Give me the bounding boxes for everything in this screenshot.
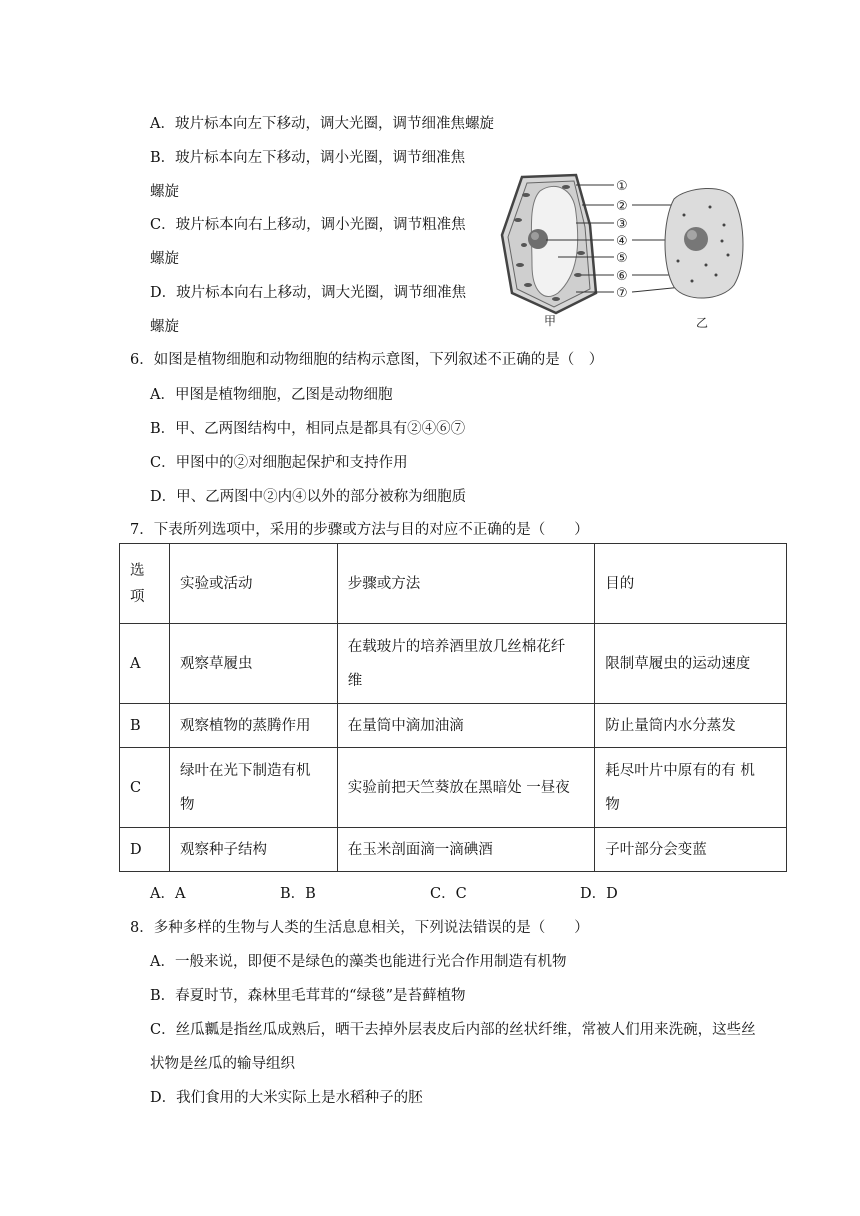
q7-answer-b: B．B bbox=[280, 886, 316, 902]
q6-option-a: A．甲图是植物细胞，乙图是动物细胞 bbox=[150, 387, 393, 403]
label-1: ① bbox=[616, 179, 628, 194]
label-4: ④ bbox=[616, 234, 628, 249]
label-3: ③ bbox=[616, 217, 628, 232]
caption-jia: 甲 bbox=[544, 314, 557, 328]
caption-yi: 乙 bbox=[696, 316, 709, 330]
row-c-purpose: 耗尽叶片中原有的有 机 物 bbox=[595, 748, 787, 828]
row-c-option: C bbox=[120, 748, 170, 828]
q8-option-d: D．我们食用的大米实际上是水稻种子的胚 bbox=[150, 1090, 423, 1106]
q8-option-c: C．丝瓜瓤是指丝瓜成熟后，晒干去掉外层表皮后内部的丝状纤维，常被人们用来洗碗，这些丝 bbox=[150, 1022, 756, 1038]
row-d-activity: 观察种子结构 bbox=[169, 828, 337, 872]
table-row bbox=[120, 748, 787, 828]
row-a-activity: 观察草履虫 bbox=[169, 624, 337, 704]
cell-structure-figure bbox=[496, 165, 766, 335]
q7-answer-c: C．C bbox=[430, 886, 467, 902]
header-activity: 实验或活动 bbox=[169, 544, 337, 624]
plant-cell-diagram bbox=[502, 175, 614, 313]
row-b-option: B bbox=[120, 704, 170, 748]
q7-answer-options bbox=[150, 882, 750, 904]
table-row bbox=[120, 624, 787, 704]
q5-option-d: D．玻片标本向右上移动，调大光圈，调节细准焦 bbox=[150, 285, 467, 301]
row-b-method: 在量筒中滴加油滴 bbox=[337, 704, 595, 748]
row-a-method: 在载玻片的培养酒里放几丝棉花纤 维 bbox=[337, 624, 595, 704]
q5-option-c-cont: 螺旋 bbox=[150, 251, 179, 267]
header-option: 选 项 bbox=[120, 544, 170, 624]
q8-stem: 8．多种多样的生物与人类的生活息息相关，下列说法错误的是（ ） bbox=[130, 920, 589, 936]
q6-stem: 6．如图是植物细胞和动物细胞的结构示意图，下列叙述不正确的是（ ） bbox=[130, 352, 604, 368]
q7-answer-d: D．D bbox=[580, 886, 618, 902]
label-6: ⑥ bbox=[616, 269, 628, 284]
header-method: 步骤或方法 bbox=[337, 544, 595, 624]
animal-cell-diagram bbox=[665, 188, 743, 298]
row-d-purpose: 子叶部分会变蓝 bbox=[595, 828, 787, 872]
q6-option-b: B．甲、乙两图结构中，相同点是都具有②④⑥⑦ bbox=[150, 421, 466, 437]
label-5: ⑤ bbox=[616, 251, 628, 266]
q8-option-b: B．春夏时节，森林里毛茸茸的“绿毯”是苔藓植物 bbox=[150, 988, 466, 1004]
q5-option-c: C．玻片标本向右上移动，调小光圈，调节粗准焦 bbox=[150, 217, 466, 233]
q5-option-b-cont: 螺旋 bbox=[150, 184, 179, 200]
q7-stem: 7．下表所列选项中，采用的步骤或方法与目的对应不正确的是（ ） bbox=[130, 522, 589, 538]
q6-option-c: C．甲图中的②对细胞起保护和支持作用 bbox=[150, 455, 408, 471]
q8-option-a: A．一般来说，即便不是绿色的藻类也能进行光合作用制造有机物 bbox=[150, 954, 567, 970]
q7-answer-a: A．A bbox=[150, 886, 186, 902]
table-header-row bbox=[120, 544, 787, 624]
q6-option-d: D．甲、乙两图中②内④以外的部分被称为细胞质 bbox=[150, 489, 467, 505]
row-d-method: 在玉米剖面滴一滴碘酒 bbox=[337, 828, 595, 872]
label-7: ⑦ bbox=[616, 286, 628, 301]
row-b-activity: 观察植物的蒸腾作用 bbox=[169, 704, 337, 748]
table-row bbox=[120, 828, 787, 872]
q7-table bbox=[119, 543, 787, 872]
q5-option-d-cont: 螺旋 bbox=[150, 319, 179, 335]
row-c-method: 实验前把天竺葵放在黑暗处 一昼夜 bbox=[337, 748, 595, 828]
row-b-purpose: 防止量筒内水分蒸发 bbox=[595, 704, 787, 748]
label-2: ② bbox=[616, 199, 628, 214]
q5-option-b: B．玻片标本向左下移动，调小光圈，调节细准焦 bbox=[150, 150, 466, 166]
q8-option-c-cont: 状物是丝瓜的输导组织 bbox=[150, 1056, 295, 1072]
table-row bbox=[120, 704, 787, 748]
q5-option-a: A．玻片标本向左下移动，调大光圈，调节细准焦螺旋 bbox=[150, 116, 494, 132]
row-d-option: D bbox=[120, 828, 170, 872]
row-c-activity: 绿叶在光下制造有机 物 bbox=[169, 748, 337, 828]
row-a-purpose: 限制草履虫的运动速度 bbox=[595, 624, 787, 704]
header-purpose: 目的 bbox=[595, 544, 787, 624]
row-a-option: A bbox=[120, 624, 170, 704]
